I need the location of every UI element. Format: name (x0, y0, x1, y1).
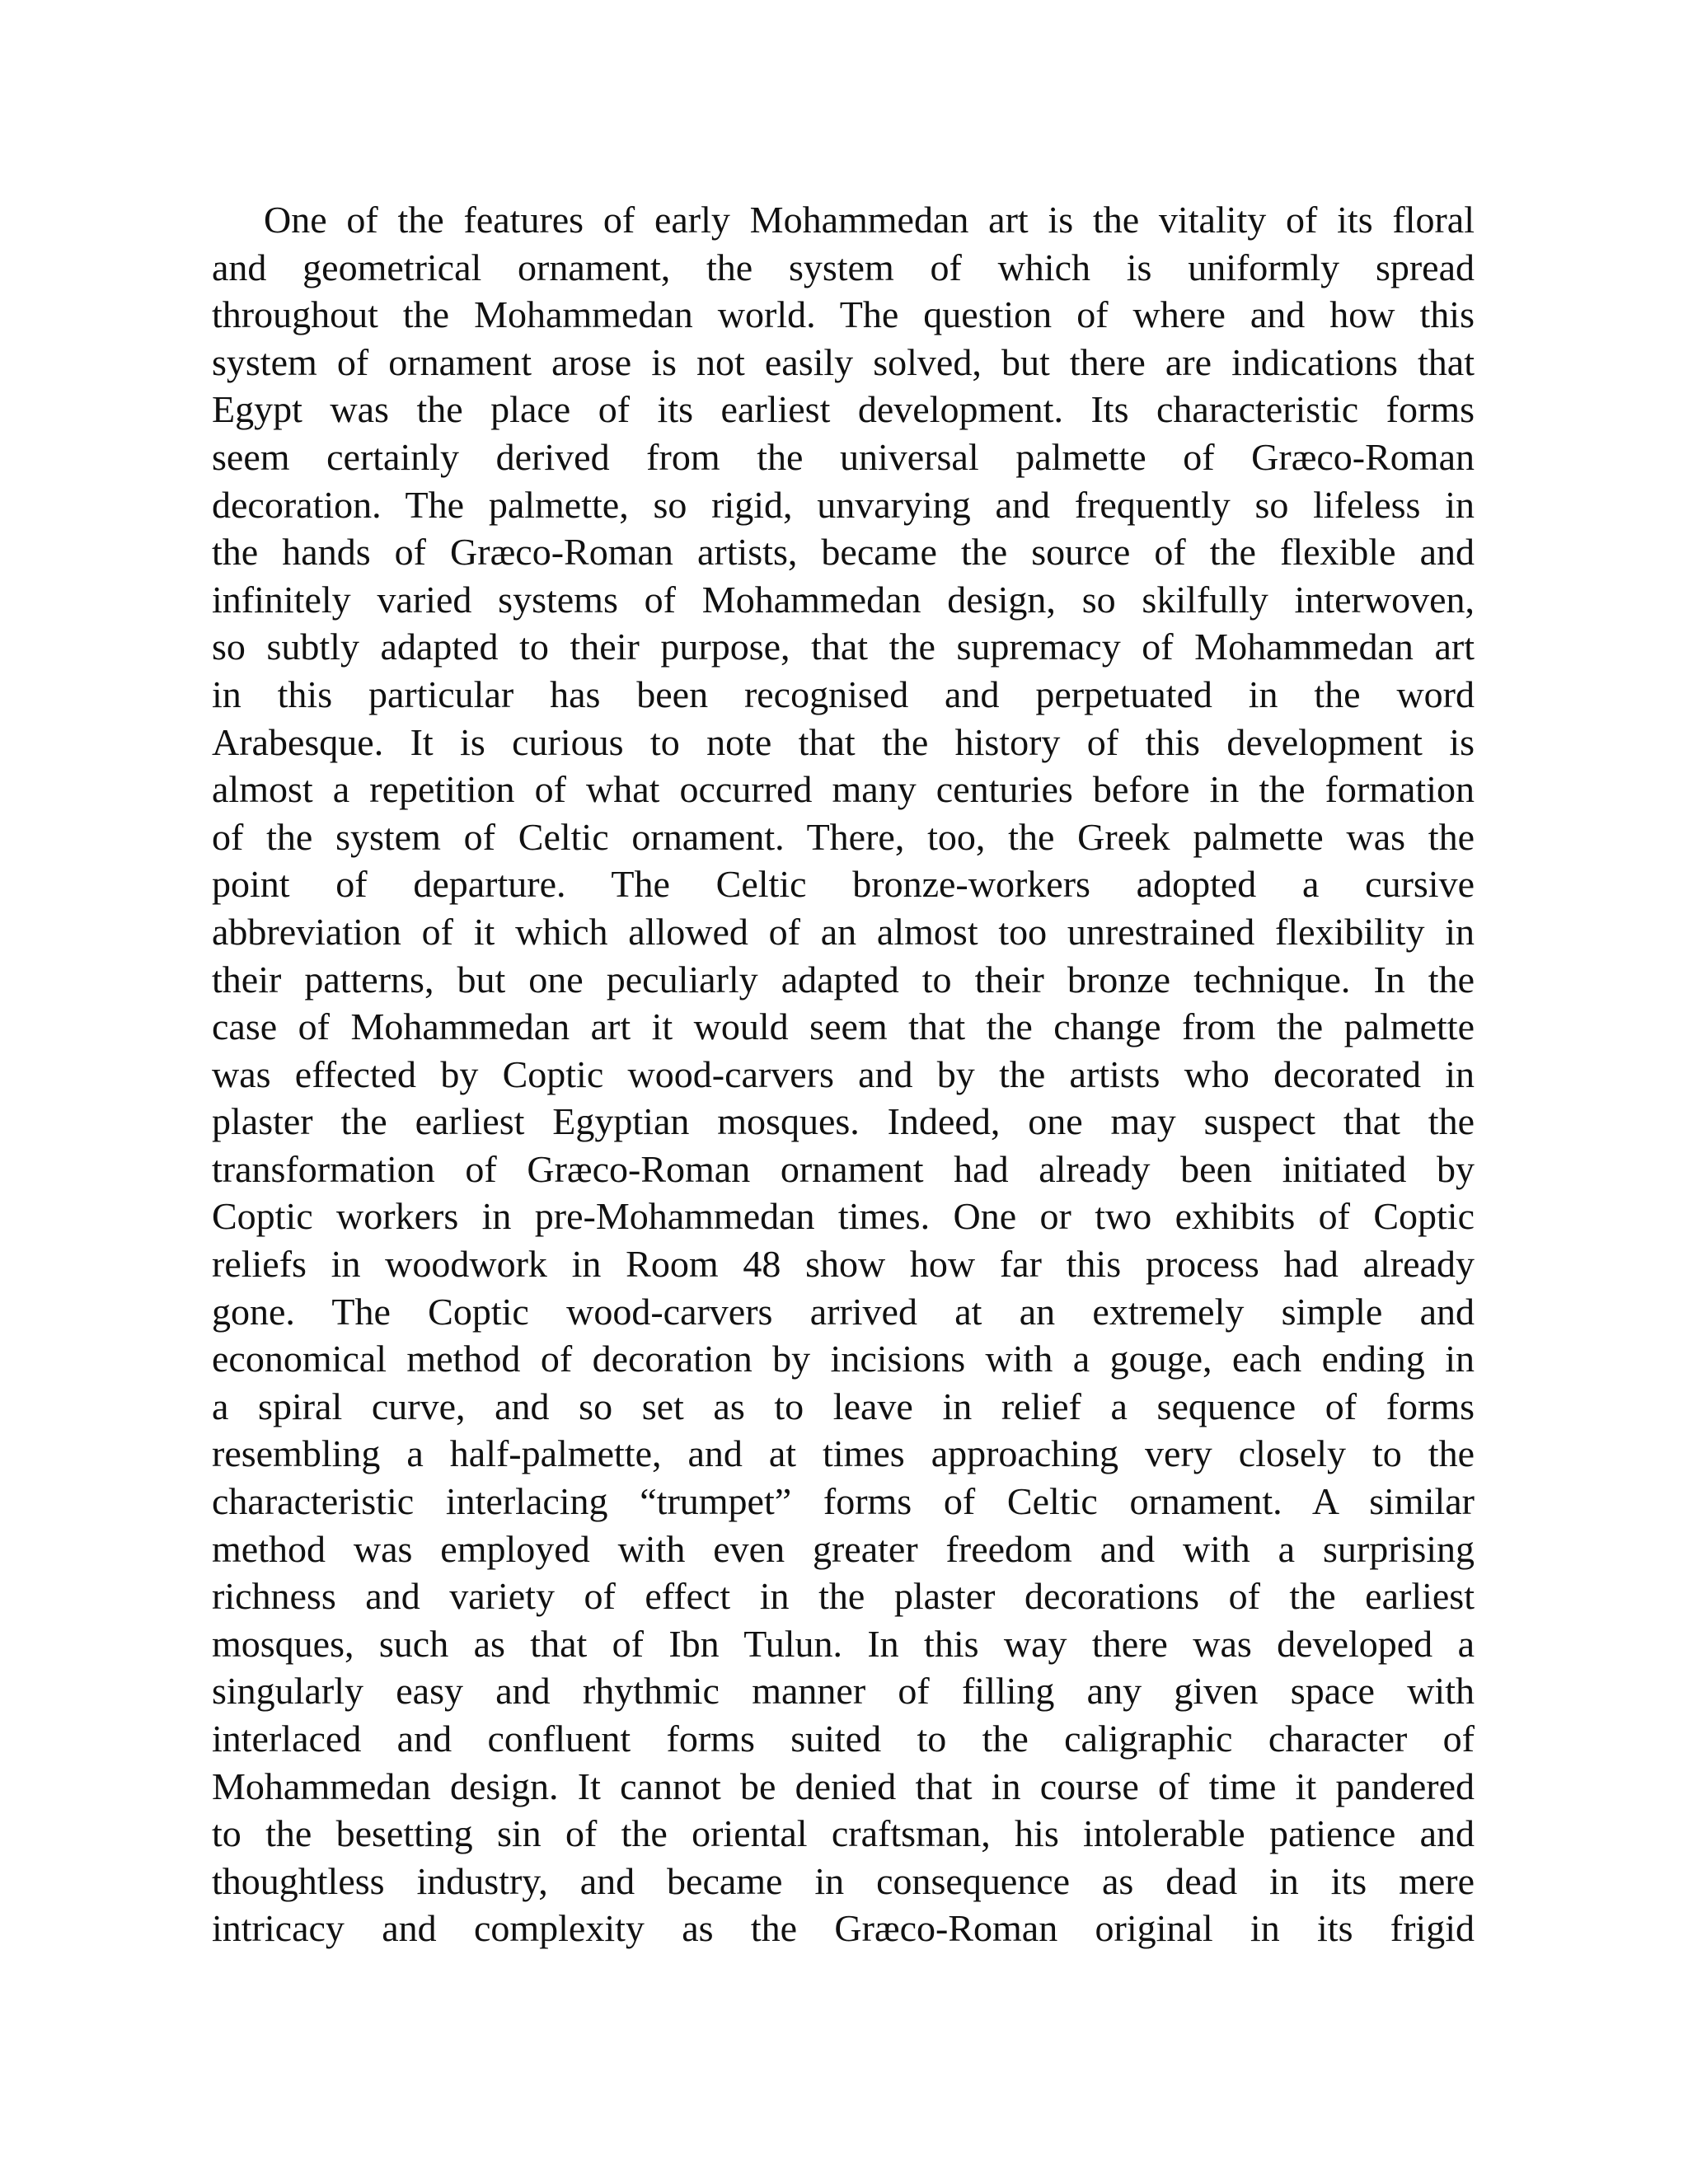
text-line-3: throughout the Mohammedan world. The question of where and how this (212, 293, 1475, 336)
text-line-18: case of Mohammedan art it would seem that the change from the palmette (212, 1005, 1475, 1048)
text-line-13: almost a repetition of what occurred many centuries before in the formation (212, 768, 1475, 811)
text-line-1: One of the features of early Mohammedan art is the vitality of its floral (264, 199, 1475, 241)
text-line-6: seem certainly derived from the universal palmette of Græco-Roman (212, 435, 1475, 478)
text-line-11: in this particular has been recognised and perpetuated in the word (212, 673, 1475, 715)
body-paragraph (212, 196, 1475, 1952)
text-line-24: gone. The Coptic wood-carvers arrived at an extremely simple and (212, 1290, 1475, 1333)
text-line-10: so subtly adapted to their purpose, that the supremacy of Mohammedan art (212, 626, 1475, 668)
text-line-5: Egypt was the place of its earliest development. Its characteristic forms (212, 388, 1475, 431)
text-line-21: transformation of Græco-Roman ornament had already been initiated by (212, 1147, 1475, 1190)
text-line-35: to the besetting sin of the oriental craftsman, his intolerable patience and (212, 1812, 1475, 1855)
text-line-31: mosques, such as that of Ibn Tulun. In this way there was developed a (212, 1622, 1475, 1665)
text-line-2: and geometrical ornament, the system of which is uniformly spread (212, 246, 1475, 288)
text-line-26: a spiral curve, and so set as to leave in relief a sequence of forms (212, 1385, 1475, 1427)
text-line-27: resembling a half-palmette, and at times approaching very closely to the (212, 1432, 1475, 1475)
text-line-32: singularly easy and rhythmic manner of filling any given space with (212, 1670, 1475, 1713)
text-line-16: abbreviation of it which allowed of an almost too unrestrained flexibility in (212, 910, 1475, 953)
text-line-23: reliefs in woodwork in Room 48 show how far this process had already (212, 1243, 1475, 1286)
text-line-20: plaster the earliest Egyptian mosques. Indeed, one may suspect that the (212, 1100, 1475, 1143)
text-line-33: interlaced and confluent forms suited to the caligraphic character of (212, 1718, 1475, 1760)
text-line-9: infinitely varied systems of Mohammedan design, so skilfully interwoven, (212, 578, 1475, 621)
text-line-37: intricacy and complexity as the Græco-Roman original in its frigid (212, 1907, 1475, 1950)
text-line-14: of the system of Celtic ornament. There, too, the Greek palmette was the (212, 815, 1475, 858)
text-line-17: their patterns, but one peculiarly adapted to their bronze technique. In the (212, 958, 1475, 1001)
text-line-22: Coptic workers in pre-Mohammedan times. One or two exhibits of Coptic (212, 1195, 1475, 1238)
text-line-25: economical method of decoration by incisions with a gouge, each ending in (212, 1338, 1475, 1380)
text-line-19: was effected by Coptic wood-carvers and by the artists who decorated in (212, 1052, 1475, 1095)
text-line-28: characteristic interlacing “trumpet” forms of Celtic ornament. A similar (212, 1480, 1475, 1523)
text-line-8: the hands of Græco-Roman artists, became the source of the flexible and (212, 531, 1475, 574)
text-line-7: decoration. The palmette, so rigid, unvarying and frequently so lifeless in (212, 483, 1475, 526)
text-line-36: thoughtless industry, and became in consequence as dead in its mere (212, 1859, 1475, 1902)
text-line-4: system of ornament arose is not easily solved, but there are indications that (212, 340, 1475, 383)
text-line-12: Arabesque. It is curious to note that the history of this development is (212, 720, 1475, 763)
text-line-29: method was employed with even greater freedom and with a surprising (212, 1527, 1475, 1570)
text-line-15: point of departure. The Celtic bronze-workers adopted a cursive (212, 863, 1475, 906)
text-line-34: Mohammedan design. It cannot be denied that in course of time it pandered (212, 1765, 1475, 1807)
text-line-30: richness and variety of effect in the plaster decorations of the earliest (212, 1575, 1475, 1618)
